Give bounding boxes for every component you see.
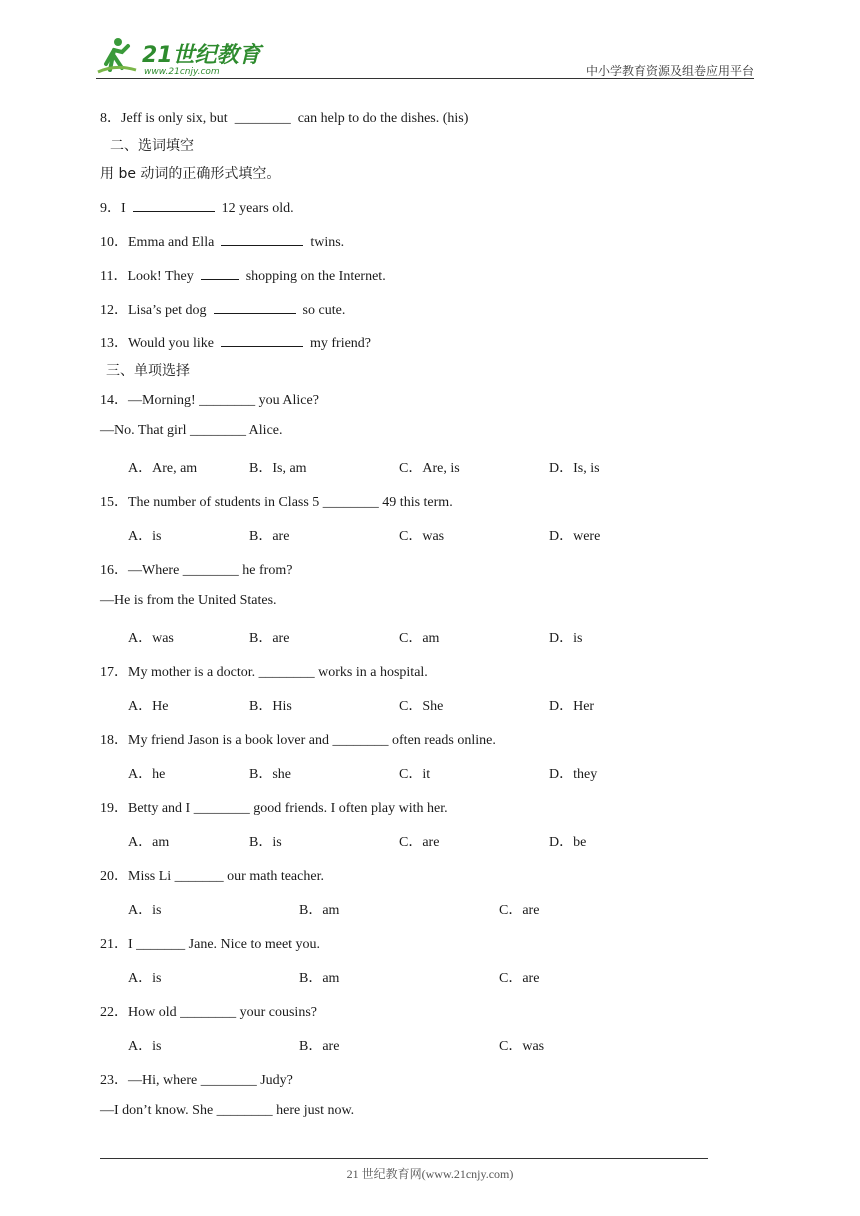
header-divider <box>96 78 754 79</box>
svg-text:www.21cnjy.com: www.21cnjy.com <box>144 67 220 77</box>
mc-question-0-line-1: —No. That girl ________ Alice. <box>100 423 283 438</box>
mc-option-b[interactable]: B．is <box>249 835 282 850</box>
mc-option-d[interactable]: D．were <box>549 529 601 544</box>
mc-option-c[interactable]: C．are <box>499 971 540 986</box>
mc-question-9-line-0: 23．—Hi, where ________ Judy? <box>100 1073 293 1088</box>
question-13: 13．Would you like my friend? <box>100 336 372 351</box>
question-9: 9．I 12 years old. <box>100 201 294 216</box>
mc-question-1-line-0: 15．The number of students in Class 5 ________ 49 this term. <box>100 495 453 510</box>
mc-question-2-line-0: 16．—Where ________ he from? <box>100 563 293 578</box>
mc-option-b[interactable]: B．are <box>249 529 290 544</box>
question-8 <box>100 107 468 127</box>
mc-question-6-line-0: 20．Miss Li _______ our math teacher. <box>100 869 324 884</box>
mc-option-b[interactable]: B．Is, am <box>249 461 307 476</box>
answer-blank[interactable] <box>221 233 303 246</box>
mc-option-c[interactable]: C．are <box>399 835 440 850</box>
mc-question-7-line-0: 21．I _______ Jane. Nice to meet you. <box>100 937 321 952</box>
section-2-instruction: 用 be 动词的正确形式填空。 <box>100 166 281 182</box>
mc-question-4-line-0: 18．My friend Jason is a book lover and ________ often reads online. <box>100 733 496 748</box>
mc-option-c[interactable]: C．was <box>499 1039 545 1054</box>
mc-option-a[interactable]: A．was <box>128 631 174 646</box>
runner-logo-icon <box>98 38 136 72</box>
footer-divider <box>100 1158 708 1159</box>
section-3-title: 三、单项选择 <box>106 363 190 379</box>
mc-option-b[interactable]: B．she <box>249 767 291 782</box>
mc-option-d[interactable]: D．they <box>549 767 598 782</box>
site-logo <box>96 34 266 78</box>
mc-option-d[interactable]: D．Is, is <box>549 461 600 476</box>
mc-option-a[interactable]: A．Are, am <box>128 461 198 476</box>
mc-option-c[interactable]: C．She <box>399 699 444 714</box>
question-11: 11．Look! They shopping on the Internet. <box>100 269 386 284</box>
mc-option-b[interactable]: B．are <box>299 1039 340 1054</box>
mc-option-b[interactable]: B．are <box>249 631 290 646</box>
mc-option-c[interactable]: C．are <box>499 903 540 918</box>
mc-option-c[interactable]: C．am <box>399 631 440 646</box>
mc-option-d[interactable]: D．Her <box>549 699 595 714</box>
mc-option-c[interactable]: C．was <box>399 529 445 544</box>
answer-blank[interactable] <box>201 267 239 280</box>
mc-question-0-line-0: 14．—Morning! ________ you Alice? <box>100 393 319 408</box>
footer-source: 21 世纪教育网(www.21cnjy.com) <box>346 1167 514 1181</box>
mc-option-c[interactable]: C．it <box>399 767 431 782</box>
mc-option-a[interactable]: A．is <box>128 529 162 544</box>
header-platform-name: 中小学教育资源及组卷应用平台 <box>585 64 754 78</box>
section-2-title: 二、选词填空 <box>110 138 194 154</box>
answer-blank[interactable] <box>221 334 303 347</box>
mc-question-9-line-1: —I don’t know. She ________ here just now. <box>100 1103 355 1118</box>
mc-option-d[interactable]: D．be <box>549 835 587 850</box>
mc-option-c[interactable]: C．Are, is <box>399 461 460 476</box>
mc-question-3-line-0: 17．My mother is a doctor. ________ works in a hospital. <box>100 665 428 680</box>
svg-text:21世纪教育: 21世纪教育 <box>142 43 261 68</box>
mc-option-b[interactable]: B．am <box>299 903 340 918</box>
mc-option-a[interactable]: A．is <box>128 1039 162 1054</box>
mc-option-a[interactable]: A．is <box>128 903 162 918</box>
mc-option-a[interactable]: A．am <box>128 835 170 850</box>
mc-option-a[interactable]: A．he <box>128 767 166 782</box>
mc-option-d[interactable]: D．is <box>549 631 583 646</box>
question-8-blank: ________ <box>234 111 291 126</box>
mc-option-b[interactable]: B．His <box>249 699 292 714</box>
mc-option-a[interactable]: A．is <box>128 971 162 986</box>
mc-option-a[interactable]: A．He <box>128 699 169 714</box>
answer-blank[interactable] <box>214 301 296 314</box>
mc-question-2-line-1: —He is from the United States. <box>100 593 277 608</box>
answer-blank[interactable] <box>133 199 215 212</box>
mc-question-5-line-0: 19．Betty and I ________ good friends. I often play with her. <box>100 801 448 816</box>
mc-question-8-line-0: 22．How old ________ your cousins? <box>100 1005 317 1020</box>
question-10: 10．Emma and Ella twins. <box>100 235 345 250</box>
question-8-suffix: can help to do the dishes. (his) <box>297 111 469 126</box>
question-8-prefix: 8．Jeff is only six, but <box>100 111 228 126</box>
question-12: 12．Lisa’s pet dog so cute. <box>100 303 346 318</box>
mc-option-b[interactable]: B．am <box>299 971 340 986</box>
